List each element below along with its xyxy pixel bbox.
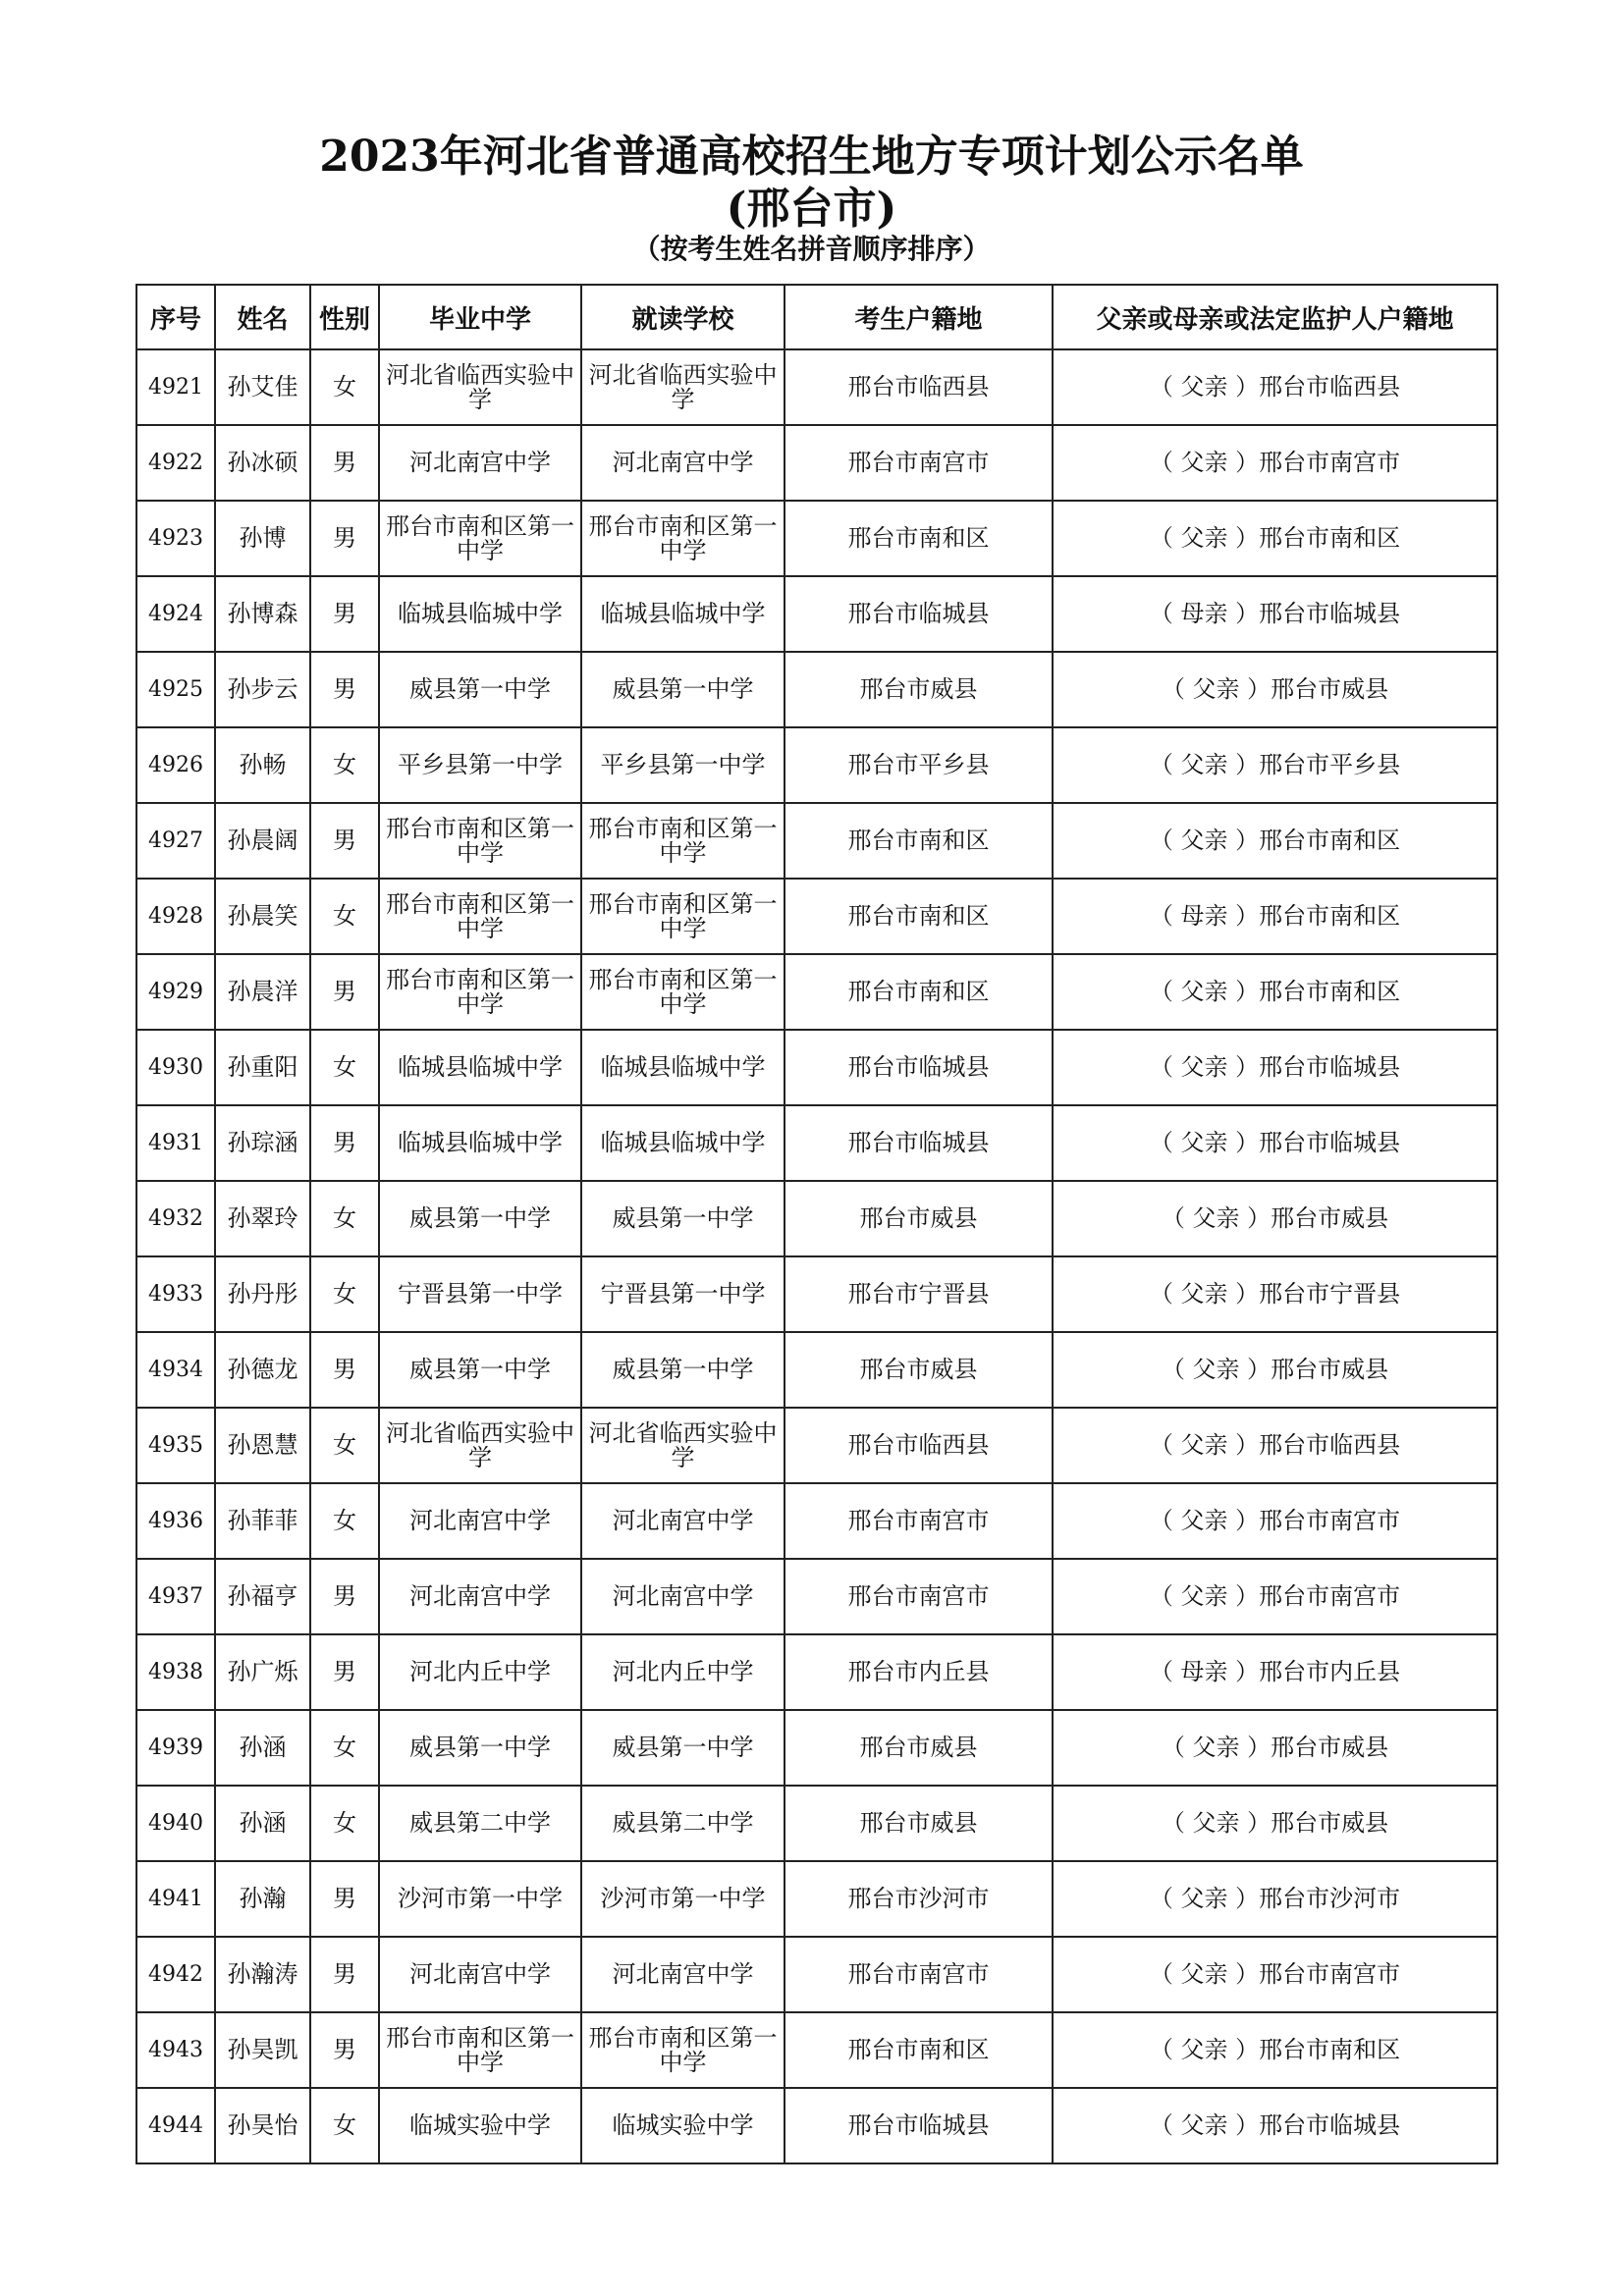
- cell-guardian-registration: （ 母亲 ）邢台市临城县: [1053, 576, 1497, 652]
- cell-name: 孙冰硕: [215, 425, 310, 501]
- cell-current-school: 临城县临城中学: [581, 1030, 784, 1105]
- cell-name: 孙晨笑: [215, 879, 310, 954]
- cell-graduation-school: 邢台市南和区第一中学: [379, 954, 581, 1030]
- cell-graduation-school: 河北内丘中学: [379, 1634, 581, 1710]
- cell-graduation-school: 临城县临城中学: [379, 1030, 581, 1105]
- cell-graduation-school: 威县第一中学: [379, 1332, 581, 1408]
- table-row: [136, 1256, 1497, 1332]
- cell-graduation-school: 河北南宫中学: [379, 1559, 581, 1634]
- cell-gender: 女: [310, 1483, 379, 1559]
- cell-name: 孙博森: [215, 576, 310, 652]
- table-row: [136, 1483, 1497, 1559]
- roster-table: [135, 284, 1498, 2164]
- cell-household-registration: 邢台市威县: [784, 1332, 1053, 1408]
- cell-gender: 女: [310, 1256, 379, 1332]
- sort-note: （按考生姓名拼音顺序排序）: [632, 233, 991, 265]
- cell-current-school: 河北省临西实验中学: [581, 349, 784, 425]
- cell-name: 孙昊凯: [215, 2012, 310, 2088]
- cell-guardian-registration: （ 父亲 ）邢台市临城县: [1053, 1030, 1497, 1105]
- cell-guardian-registration: （ 父亲 ）邢台市威县: [1053, 1332, 1497, 1408]
- cell-guardian-registration: （ 父亲 ）邢台市宁晋县: [1053, 1256, 1497, 1332]
- cell-name: 孙涵: [215, 1710, 310, 1786]
- cell-household-registration: 邢台市临城县: [784, 1030, 1053, 1105]
- cell-name: 孙晨阔: [215, 803, 310, 879]
- cell-seq: 4933: [136, 1256, 215, 1332]
- cell-seq: 4925: [136, 652, 215, 727]
- cell-guardian-registration: （ 父亲 ）邢台市南和区: [1053, 803, 1497, 879]
- cell-gender: 女: [310, 1408, 379, 1483]
- cell-seq: 4935: [136, 1408, 215, 1483]
- table-row: [136, 1786, 1497, 1861]
- header-seq: 序号: [136, 285, 215, 349]
- table-row: [136, 1710, 1497, 1786]
- cell-household-registration: 邢台市宁晋县: [784, 1256, 1053, 1332]
- cell-guardian-registration: （ 父亲 ）邢台市沙河市: [1053, 1861, 1497, 1937]
- table-row: [136, 1030, 1497, 1105]
- cell-graduation-school: 河北南宫中学: [379, 425, 581, 501]
- cell-gender: 女: [310, 1786, 379, 1861]
- cell-name: 孙菲菲: [215, 1483, 310, 1559]
- header-guardian-registration: 父亲或母亲或法定监护人户籍地: [1053, 285, 1497, 349]
- cell-gender: 男: [310, 1332, 379, 1408]
- table-row: [136, 1861, 1497, 1937]
- cell-name: 孙艾佳: [215, 349, 310, 425]
- cell-name: 孙畅: [215, 727, 310, 803]
- cell-name: 孙涵: [215, 1786, 310, 1861]
- cell-guardian-registration: （ 父亲 ）邢台市南和区: [1053, 954, 1497, 1030]
- cell-household-registration: 邢台市内丘县: [784, 1634, 1053, 1710]
- cell-guardian-registration: （ 父亲 ）邢台市威县: [1053, 1786, 1497, 1861]
- cell-current-school: 威县第二中学: [581, 1786, 784, 1861]
- cell-household-registration: 邢台市威县: [784, 1710, 1053, 1786]
- header-name: 姓名: [215, 285, 310, 349]
- table-row: [136, 1408, 1497, 1483]
- table-row: [136, 576, 1497, 652]
- cell-household-registration: 邢台市南和区: [784, 803, 1053, 879]
- table-row: [136, 501, 1497, 576]
- cell-current-school: 河北南宫中学: [581, 1483, 784, 1559]
- cell-name: 孙丹彤: [215, 1256, 310, 1332]
- cell-gender: 男: [310, 501, 379, 576]
- cell-seq: 4926: [136, 727, 215, 803]
- cell-seq: 4923: [136, 501, 215, 576]
- cell-guardian-registration: （ 父亲 ）邢台市南和区: [1053, 2012, 1497, 2088]
- cell-seq: 4921: [136, 349, 215, 425]
- cell-seq: 4939: [136, 1710, 215, 1786]
- cell-graduation-school: 威县第二中学: [379, 1786, 581, 1861]
- cell-guardian-registration: （ 父亲 ）邢台市临城县: [1053, 2088, 1497, 2163]
- cell-graduation-school: 临城县临城中学: [379, 576, 581, 652]
- table-row: [136, 652, 1497, 727]
- cell-gender: 女: [310, 879, 379, 954]
- cell-current-school: 河北南宫中学: [581, 1559, 784, 1634]
- header-graduation-school: 毕业中学: [379, 285, 581, 349]
- cell-guardian-registration: （ 父亲 ）邢台市南宫市: [1053, 1937, 1497, 2012]
- cell-seq: 4927: [136, 803, 215, 879]
- document-subtitle: (邢台市): [726, 184, 897, 234]
- cell-gender: 女: [310, 1181, 379, 1256]
- cell-current-school: 河北省临西实验中学: [581, 1408, 784, 1483]
- cell-guardian-registration: （ 父亲 ）邢台市南宫市: [1053, 1483, 1497, 1559]
- cell-gender: 女: [310, 349, 379, 425]
- cell-seq: 4937: [136, 1559, 215, 1634]
- cell-name: 孙重阳: [215, 1030, 310, 1105]
- cell-gender: 男: [310, 1861, 379, 1937]
- table-row: [136, 803, 1497, 879]
- cell-gender: 男: [310, 1937, 379, 2012]
- cell-household-registration: 邢台市临城县: [784, 1105, 1053, 1181]
- cell-graduation-school: 邢台市南和区第一中学: [379, 501, 581, 576]
- cell-seq: 4929: [136, 954, 215, 1030]
- header-current-school: 就读学校: [581, 285, 784, 349]
- header-household-registration: 考生户籍地: [784, 285, 1053, 349]
- cell-gender: 男: [310, 576, 379, 652]
- cell-graduation-school: 沙河市第一中学: [379, 1861, 581, 1937]
- table-row: [136, 1181, 1497, 1256]
- cell-guardian-registration: （ 母亲 ）邢台市内丘县: [1053, 1634, 1497, 1710]
- cell-graduation-school: 河北南宫中学: [379, 1937, 581, 2012]
- cell-current-school: 临城县临城中学: [581, 576, 784, 652]
- cell-gender: 男: [310, 954, 379, 1030]
- table-row: [136, 1634, 1497, 1710]
- cell-current-school: 威县第一中学: [581, 1181, 784, 1256]
- cell-gender: 男: [310, 1559, 379, 1634]
- cell-guardian-registration: （ 父亲 ）邢台市临城县: [1053, 1105, 1497, 1181]
- cell-gender: 女: [310, 1710, 379, 1786]
- roster-body: [136, 349, 1497, 2163]
- cell-current-school: 邢台市南和区第一中学: [581, 501, 784, 576]
- cell-graduation-school: 临城县临城中学: [379, 1105, 581, 1181]
- cell-current-school: 邢台市南和区第一中学: [581, 879, 784, 954]
- cell-household-registration: 邢台市临城县: [784, 576, 1053, 652]
- cell-current-school: 威县第一中学: [581, 1332, 784, 1408]
- cell-seq: 4940: [136, 1786, 215, 1861]
- cell-graduation-school: 威县第一中学: [379, 1181, 581, 1256]
- cell-guardian-registration: （ 父亲 ）邢台市威县: [1053, 1181, 1497, 1256]
- cell-current-school: 邢台市南和区第一中学: [581, 954, 784, 1030]
- cell-name: 孙步云: [215, 652, 310, 727]
- cell-graduation-school: 平乡县第一中学: [379, 727, 581, 803]
- cell-current-school: 河北南宫中学: [581, 1937, 784, 2012]
- cell-name: 孙博: [215, 501, 310, 576]
- cell-name: 孙昊怡: [215, 2088, 310, 2163]
- cell-guardian-registration: （ 父亲 ）邢台市临西县: [1053, 349, 1497, 425]
- table-row: [136, 349, 1497, 425]
- cell-graduation-school: 邢台市南和区第一中学: [379, 803, 581, 879]
- cell-household-registration: 邢台市南和区: [784, 879, 1053, 954]
- table-row: [136, 425, 1497, 501]
- cell-household-registration: 邢台市平乡县: [784, 727, 1053, 803]
- cell-seq: 4938: [136, 1634, 215, 1710]
- cell-name: 孙瀚: [215, 1861, 310, 1937]
- cell-household-registration: 邢台市南宫市: [784, 1483, 1053, 1559]
- cell-seq: 4930: [136, 1030, 215, 1105]
- table-row: [136, 1332, 1497, 1408]
- cell-seq: 4943: [136, 2012, 215, 2088]
- cell-name: 孙瀚涛: [215, 1937, 310, 2012]
- cell-gender: 男: [310, 1634, 379, 1710]
- header-row: [136, 285, 1497, 349]
- cell-current-school: 临城实验中学: [581, 2088, 784, 2163]
- cell-current-school: 威县第一中学: [581, 652, 784, 727]
- cell-current-school: 沙河市第一中学: [581, 1861, 784, 1937]
- cell-graduation-school: 威县第一中学: [379, 652, 581, 727]
- cell-seq: 4934: [136, 1332, 215, 1408]
- cell-current-school: 河北内丘中学: [581, 1634, 784, 1710]
- cell-guardian-registration: （ 父亲 ）邢台市威县: [1053, 1710, 1497, 1786]
- cell-household-registration: 邢台市南宫市: [784, 1559, 1053, 1634]
- cell-seq: 4936: [136, 1483, 215, 1559]
- cell-seq: 4928: [136, 879, 215, 954]
- cell-seq: 4942: [136, 1937, 215, 2012]
- cell-seq: 4932: [136, 1181, 215, 1256]
- cell-guardian-registration: （ 父亲 ）邢台市南宫市: [1053, 1559, 1497, 1634]
- cell-gender: 男: [310, 1105, 379, 1181]
- cell-seq: 4931: [136, 1105, 215, 1181]
- cell-graduation-school: 威县第一中学: [379, 1710, 581, 1786]
- cell-name: 孙翠玲: [215, 1181, 310, 1256]
- cell-current-school: 宁晋县第一中学: [581, 1256, 784, 1332]
- table-row: [136, 954, 1497, 1030]
- cell-graduation-school: 河北南宫中学: [379, 1483, 581, 1559]
- cell-guardian-registration: （ 父亲 ）邢台市威县: [1053, 652, 1497, 727]
- cell-name: 孙晨洋: [215, 954, 310, 1030]
- cell-guardian-registration: （ 父亲 ）邢台市临西县: [1053, 1408, 1497, 1483]
- table-row: [136, 2088, 1497, 2163]
- cell-guardian-registration: （ 父亲 ）邢台市南宫市: [1053, 425, 1497, 501]
- cell-current-school: 邢台市南和区第一中学: [581, 2012, 784, 2088]
- cell-household-registration: 邢台市南宫市: [784, 1937, 1053, 2012]
- cell-household-registration: 邢台市威县: [784, 652, 1053, 727]
- cell-current-school: 临城县临城中学: [581, 1105, 784, 1181]
- cell-seq: 4924: [136, 576, 215, 652]
- cell-seq: 4922: [136, 425, 215, 501]
- cell-guardian-registration: （ 父亲 ）邢台市平乡县: [1053, 727, 1497, 803]
- cell-gender: 女: [310, 727, 379, 803]
- table-row: [136, 727, 1497, 803]
- cell-household-registration: 邢台市南和区: [784, 501, 1053, 576]
- cell-household-registration: 邢台市临西县: [784, 1408, 1053, 1483]
- cell-current-school: 河北南宫中学: [581, 425, 784, 501]
- cell-graduation-school: 临城实验中学: [379, 2088, 581, 2163]
- cell-current-school: 平乡县第一中学: [581, 727, 784, 803]
- cell-seq: 4944: [136, 2088, 215, 2163]
- cell-household-registration: 邢台市威县: [784, 1786, 1053, 1861]
- cell-seq: 4941: [136, 1861, 215, 1937]
- cell-current-school: 威县第一中学: [581, 1710, 784, 1786]
- cell-name: 孙恩慧: [215, 1408, 310, 1483]
- cell-household-registration: 邢台市南和区: [784, 954, 1053, 1030]
- cell-gender: 男: [310, 652, 379, 727]
- cell-current-school: 邢台市南和区第一中学: [581, 803, 784, 879]
- cell-name: 孙广烁: [215, 1634, 310, 1710]
- cell-guardian-registration: （ 父亲 ）邢台市南和区: [1053, 501, 1497, 576]
- cell-name: 孙琮涵: [215, 1105, 310, 1181]
- cell-graduation-school: 宁晋县第一中学: [379, 1256, 581, 1332]
- cell-graduation-school: 河北省临西实验中学: [379, 349, 581, 425]
- cell-gender: 男: [310, 425, 379, 501]
- header-gender: 性别: [310, 285, 379, 349]
- table-row: [136, 2012, 1497, 2088]
- table-row: [136, 1937, 1497, 2012]
- cell-household-registration: 邢台市沙河市: [784, 1861, 1053, 1937]
- cell-gender: 男: [310, 803, 379, 879]
- cell-household-registration: 邢台市威县: [784, 1181, 1053, 1256]
- table-row: [136, 879, 1497, 954]
- table-row: [136, 1105, 1497, 1181]
- cell-gender: 女: [310, 2088, 379, 2163]
- cell-graduation-school: 河北省临西实验中学: [379, 1408, 581, 1483]
- cell-name: 孙德龙: [215, 1332, 310, 1408]
- cell-guardian-registration: （ 母亲 ）邢台市南和区: [1053, 879, 1497, 954]
- cell-household-registration: 邢台市临西县: [784, 349, 1053, 425]
- cell-gender: 女: [310, 1030, 379, 1105]
- cell-household-registration: 邢台市南和区: [784, 2012, 1053, 2088]
- cell-graduation-school: 邢台市南和区第一中学: [379, 879, 581, 954]
- table-row: [136, 1559, 1497, 1634]
- cell-name: 孙福亨: [215, 1559, 310, 1634]
- cell-gender: 男: [310, 2012, 379, 2088]
- cell-household-registration: 邢台市临城县: [784, 2088, 1053, 2163]
- cell-graduation-school: 邢台市南和区第一中学: [379, 2012, 581, 2088]
- document-title: 2023年河北省普通高校招生地方专项计划公示名单: [319, 132, 1304, 182]
- cell-household-registration: 邢台市南宫市: [784, 425, 1053, 501]
